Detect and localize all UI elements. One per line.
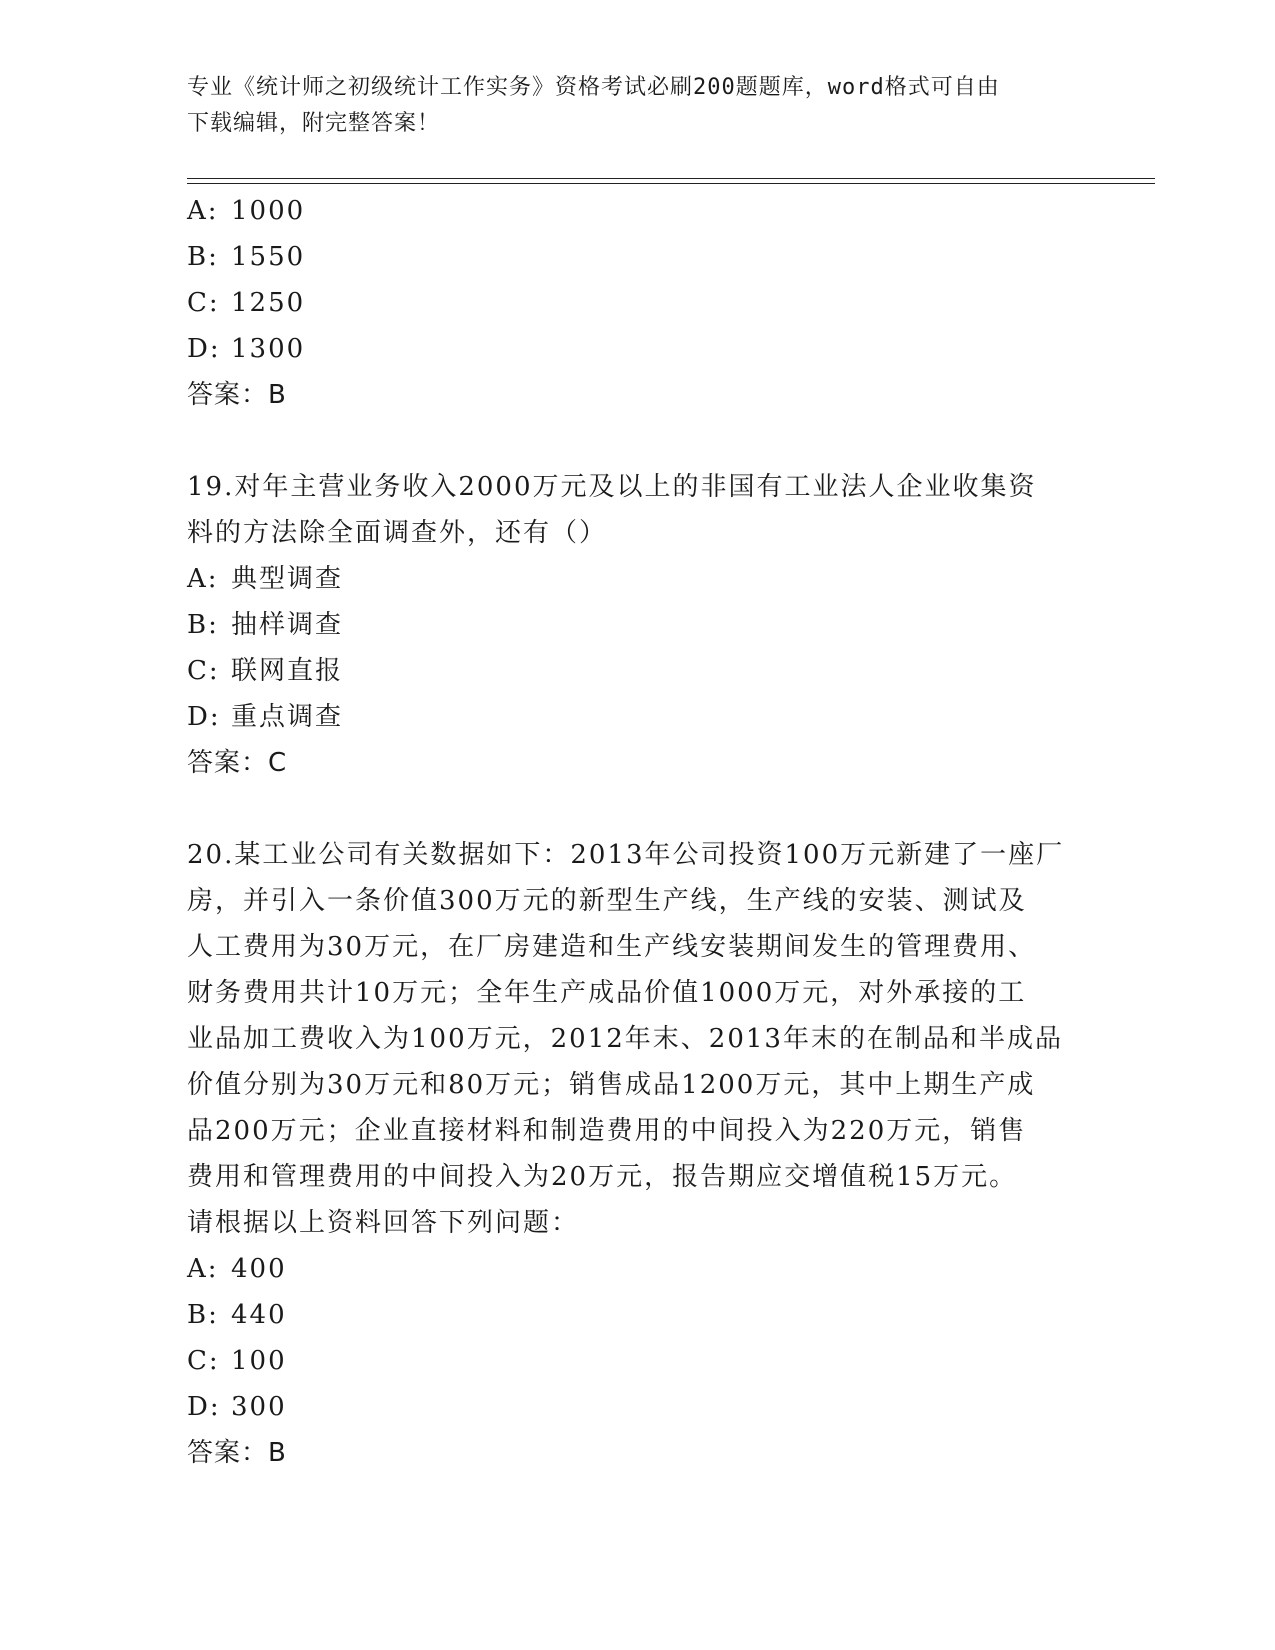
option-b bbox=[187, 1292, 1087, 1338]
option-c bbox=[187, 280, 1087, 326]
question-20 bbox=[187, 832, 1087, 1476]
document-header bbox=[187, 70, 1087, 142]
answer: 答案：B bbox=[187, 1438, 287, 1468]
option-d bbox=[187, 1384, 1087, 1430]
question-stem-line: 料的方法除全面调查外，还有（） bbox=[187, 518, 608, 548]
answer: 答案：B bbox=[187, 380, 287, 410]
option-c bbox=[187, 1338, 1087, 1384]
option-text: 抽样调查 bbox=[231, 610, 344, 640]
question-stem-line: 业品加工费收入为100万元，2012年末、2013年末的在制品和半成品 bbox=[187, 1024, 1063, 1054]
question-stem-line: 财务费用共计10万元；全年生产成品价值1000万元，对外承接的工 bbox=[187, 978, 1027, 1008]
question-stem-line: 人工费用为30万元，在厂房建造和生产线安装期间发生的管理费用、 bbox=[187, 932, 1037, 962]
header-line-2: 下载编辑，附完整答案！ bbox=[187, 111, 441, 136]
option-label: A: bbox=[187, 1254, 219, 1284]
option-label: B: bbox=[187, 242, 219, 272]
option-label: A: bbox=[187, 196, 219, 226]
option-text: 440 bbox=[231, 1300, 287, 1330]
option-text: 100 bbox=[231, 1346, 287, 1376]
option-label: C: bbox=[187, 1346, 220, 1376]
option-text: 重点调查 bbox=[231, 702, 344, 732]
option-a bbox=[187, 1246, 1087, 1292]
option-text: 400 bbox=[231, 1254, 287, 1284]
question-stem-line: 价值分别为30万元和80万元；销售成品1200万元，其中上期生产成 bbox=[187, 1070, 1036, 1100]
option-label: D: bbox=[187, 334, 221, 364]
option-label: B: bbox=[187, 1300, 219, 1330]
option-b bbox=[187, 602, 1087, 648]
option-text: 1550 bbox=[231, 242, 306, 272]
answer: 答案：C bbox=[187, 748, 288, 778]
option-text: 典型调查 bbox=[231, 564, 344, 594]
option-d bbox=[187, 326, 1087, 372]
question-stem-line: 房，并引入一条价值300万元的新型生产线，生产线的安装、测试及 bbox=[187, 886, 1027, 916]
question-19 bbox=[187, 464, 1087, 786]
option-text: 1000 bbox=[231, 196, 306, 226]
option-label: C: bbox=[187, 656, 220, 686]
question-18 bbox=[187, 188, 1087, 418]
header-line-1: 专业《统计师之初级统计工作实务》资格考试必刷200题题库，word格式可自由 bbox=[187, 75, 1000, 100]
header-divider-top bbox=[187, 178, 1155, 179]
document-body bbox=[187, 188, 1087, 1476]
question-stem-line: 费用和管理费用的中间投入为20万元，报告期应交增值税15万元。 bbox=[187, 1162, 1018, 1192]
question-stem-line: 19.对年主营业务收入2000万元及以上的非国有工业法人企业收集资 bbox=[187, 472, 1037, 502]
header-divider-bottom bbox=[187, 183, 1155, 184]
option-label: A: bbox=[187, 564, 219, 594]
question-stem-line: 20.某工业公司有关数据如下：2013年公司投资100万元新建了一座厂 bbox=[187, 840, 1065, 870]
question-stem-line: 品200万元；企业直接材料和制造费用的中间投入为220万元，销售 bbox=[187, 1116, 1027, 1146]
option-label: C: bbox=[187, 288, 220, 318]
option-text: 联网直报 bbox=[231, 656, 344, 686]
option-d bbox=[187, 694, 1087, 740]
option-a bbox=[187, 188, 1087, 234]
option-label: D: bbox=[187, 1392, 221, 1422]
option-b bbox=[187, 234, 1087, 280]
option-label: B: bbox=[187, 610, 219, 640]
option-c bbox=[187, 648, 1087, 694]
option-a bbox=[187, 556, 1087, 602]
option-label: D: bbox=[187, 702, 221, 732]
option-text: 1250 bbox=[231, 288, 306, 318]
option-text: 300 bbox=[231, 1392, 287, 1422]
question-stem-line: 请根据以上资料回答下列问题： bbox=[187, 1208, 580, 1238]
option-text: 1300 bbox=[231, 334, 306, 364]
